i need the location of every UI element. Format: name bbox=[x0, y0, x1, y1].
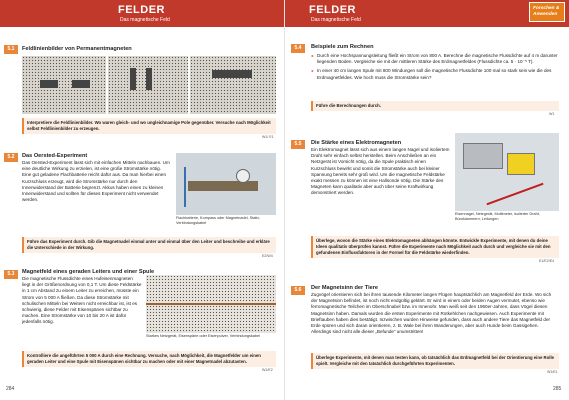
field-lines-photo-2 bbox=[108, 56, 188, 114]
field-lines-photo-3 bbox=[190, 56, 276, 114]
section-number: 5.1 bbox=[4, 45, 18, 54]
electromagnet-photo bbox=[455, 133, 559, 211]
page-number: 284 bbox=[6, 386, 15, 392]
competence-code: W1/E2 bbox=[262, 368, 273, 372]
section-number: 5.3 bbox=[4, 270, 18, 279]
section-number: 5.5 bbox=[291, 140, 305, 149]
list-item: ► In einer 40 cm langen Spule mit 800 Windungen soll die magnetische Flussdichte 100 mal so stark sein wie die des Erdmagnetfeldes. Wie hoch muss die Stromstärke sein? bbox=[311, 68, 559, 80]
competence-code: E2/W4 bbox=[262, 254, 273, 258]
section-title: Magnetfeld eines geraden Leiters und einer Spule bbox=[22, 269, 155, 275]
section-title: Feldlinienbilder von Permanentmagneten bbox=[22, 46, 132, 52]
subchapter-title: Das magnetische Feld bbox=[120, 17, 170, 23]
chapter-title: FELDER bbox=[309, 4, 356, 16]
material-caption: Starkes Netzgerät, Eisenspäne oder Eisenpulver, Verbindungskabel bbox=[146, 334, 260, 338]
section-text: Zugvögel orientieren sich bei ihren tausende Kilometer langen Flügen hauptsächlich am Magnetfeld der Erde. Wo sich der Magnetsinn befindet, ist noch nicht endgültig geklärt. Er wird in einem oder beiden Augen vermutet, ebenso wie ferromagnetische Teilchen im Oberschnabel bzw. im Innenohr. Man weiß seit den 1960er-Jahren, dass Vögel diesen Magnetsinn haben. Damals wurden die ersten Experimente mit Rotkehlchen nachgewiesen. Auch Experimente mit Brieftauben haben dies bestätigt. Inzwischen wurden Hinweise gefunden, dass auch andere Tiere das Magnetfeld der Erde spüren und sich daran orientieren, z. B. Wale bei ihren Wanderungen, aber auch Hunde beim Gassigehen. Allerdings sind nicht alle dieser „Befunde“ unumstritten! bbox=[311, 292, 552, 335]
iron-filings-photo bbox=[146, 275, 276, 333]
task-box: Überlege Experimente, mit denen man testen kann, ob tatsächlich das Erdmagnetfeld bei der Orientierung eine Rolle spielt. Vergleiche mit den tatsächlich durchgeführten Experimenten. bbox=[311, 353, 559, 369]
section-number: 5.4 bbox=[291, 44, 305, 53]
chapter-title: FELDER bbox=[118, 4, 165, 16]
section-title: Das Oersted-Experiment bbox=[22, 153, 88, 159]
task-box: Führe die Berechnungen durch. bbox=[311, 101, 559, 111]
list-item: ► Durch eine Hochspannungsleitung fließt ein Strom von 800 A. Berechne die magnetische Flussdichte auf 4 m darunter liegenden Boden. Vergleiche sie mit der mittleren Stärke des Erdmagnetfeldes (Flussdichte ca. 5 · 10⁻⁵ T). bbox=[311, 53, 559, 65]
section-number: 5.6 bbox=[291, 286, 305, 295]
oersted-photo bbox=[176, 153, 276, 215]
task-box: Führe das Experiment durch. Gib die Magnetnadel einmal unter und einmal über den Leiter und beschreibe und erkläre die Unterschiede in der Wirkung. bbox=[22, 237, 276, 253]
task-box: Interpretiere die Feldlinienbilder. Wo waren gleich- und wo ungleichnamige Pole gegenüber. Versuche nach Möglichkeit selbst Feldlinienbilder zu erzeugen. bbox=[22, 118, 276, 134]
section-title: Beispiele zum Rechnen bbox=[311, 44, 374, 50]
section-text: Das Oersted-Experiment lässt sich mit einfachen Mitteln nachbauen. Um eine deutliche Wirkung zu erzielen, ist eine große Stromstärke nötig. Eine gut geladene Flachbatterie reicht dafür aus. Da man hierbei einen Kurzschluss erzeugt, wird die Stromstärke nur durch den Innenwiderstand der Batterie begrenzt. Akkus haben einen zu kleinen Innenwiderstand und sollten für dieses Experiment nicht verwendet werden. bbox=[22, 160, 170, 203]
task-box: Kontrolliere die angeführten 5 000 A durch eine Rechnung. Versuche, nach Möglichkeit, die Magnetfelder um einen geraden Leiter und eine Spule mit Eisenspänen sichtbar zu machen oder mit einer Magnetnadel abzutasten. bbox=[22, 351, 276, 367]
section-tab: Forschen & Anwenden bbox=[529, 2, 565, 22]
section-number: 5.2 bbox=[4, 153, 18, 162]
material-caption: Flachbatterie, Kompass oder Magnetnadel, Stativ, Verbindungskabel bbox=[176, 216, 260, 225]
exercise-list bbox=[311, 53, 559, 84]
right-page bbox=[285, 0, 569, 400]
field-lines-photo-1 bbox=[22, 56, 106, 114]
section-title: Die Stärke eines Elektromagneten bbox=[311, 140, 402, 146]
subchapter-title: Das magnetische Feld bbox=[311, 17, 361, 23]
header-band bbox=[285, 0, 569, 27]
competence-code: W1/ E1 bbox=[262, 135, 274, 139]
left-page bbox=[0, 0, 284, 400]
page-number: 285 bbox=[553, 386, 562, 392]
material-caption: Eisennagel, Netzgerät, Multimeter, isolierter Draht, Büroklammern, Leitungen bbox=[455, 212, 540, 221]
competence-code: W1/E1 bbox=[547, 370, 558, 374]
header-band bbox=[0, 0, 284, 27]
competence-code: E1/E2/E4 bbox=[539, 259, 555, 263]
competence-code: W1 bbox=[549, 112, 555, 116]
section-text: Ein Elektromagnet lässt sich aus einem langen Nagel und isoliertem Draht sehr einfach selbst herstellen. Beim Anschließen an ein Netzgerät ist Vorsicht nötig, da die Spule praktisch einen Kurzschluss bewirkt und somit die Stromstärke auch bei kleiner Spannung bereits sehr groß wird. Um die magnetische Feldstärke exakt messen zu können ist eine Hallsonde nötig. Die Stärke des Magneten kann qualitativ aber auch über seine Kraftwirkung demonstriert werden. bbox=[311, 147, 450, 196]
section-text: Die magnetische Flussdichte eines Hufeisenmagneten liegt in der Größenordnung von 0,1 T. Um diese Feldstärke in 1 cm Abstand zu einem Leiter zu erreichen, müsste ein Strom von 5 000 A fließen. Da diese Stromstärke mit schulischen Mitteln bei Weitem nicht erreichbar ist, ist es schwierig, diese Felder mit Eisenspänen sichtbar zu machen. Eine Stromstärke von 10 bis 20 A ist dafür jedenfalls nötig. bbox=[22, 276, 142, 325]
task-box: Überlege, wovon die Stärke eines Elektromagneten abhängen könnte. Entwickle Experimente, mit denen du deine Ideen qualitativ überprüfen kannst. Führe die Experimente nach Möglichkeit auch durch und vergleiche sie mit den gefundenen Einflussfaktoren in der Formel für die Feldstärke wiederfinden. bbox=[311, 236, 559, 258]
section-title: Der Magnetsinn der Tiere bbox=[311, 285, 379, 291]
